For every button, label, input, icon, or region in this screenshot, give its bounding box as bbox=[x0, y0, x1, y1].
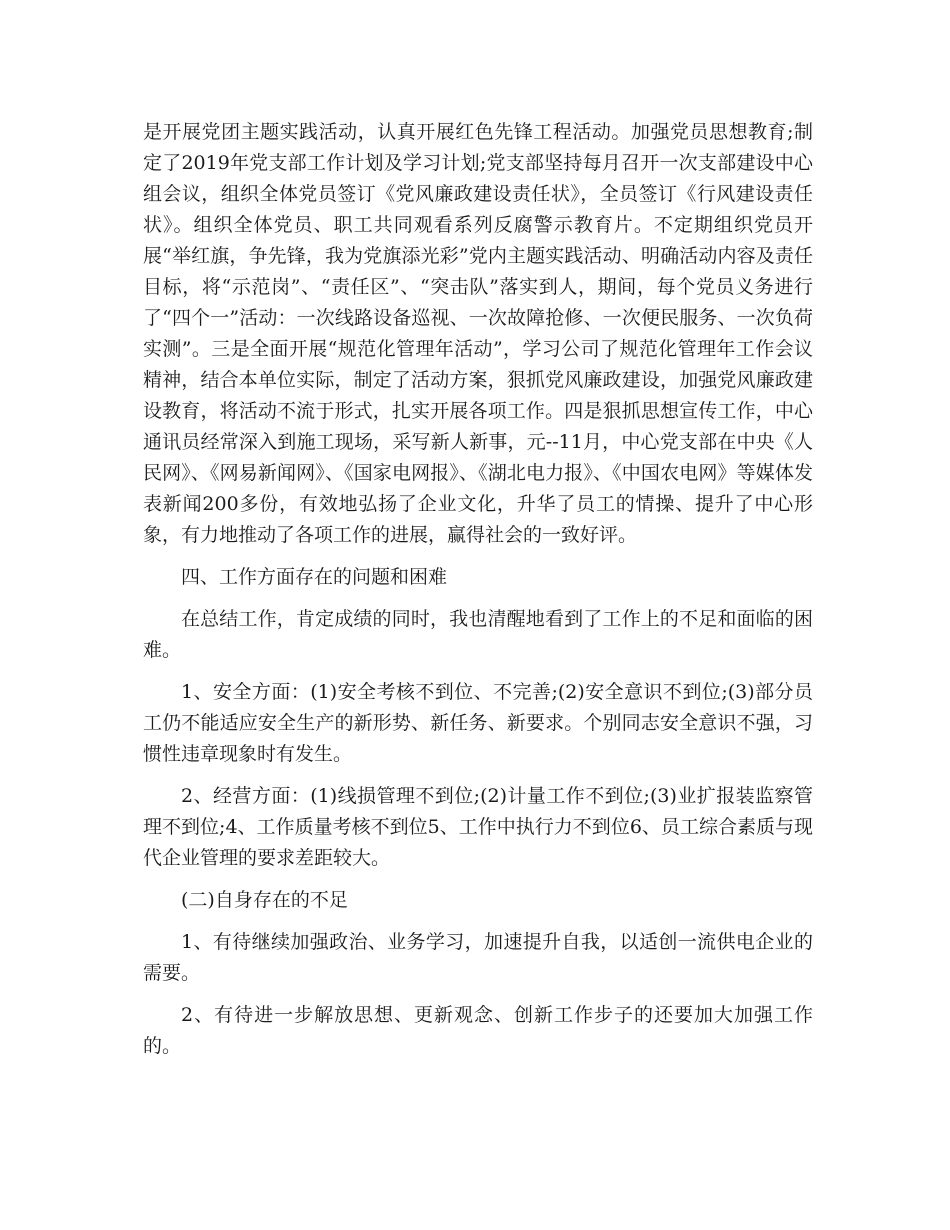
paragraph-shortcoming-2: 2、有待进一步解放思想、更新观念、创新工作步子的还要加大加强工作的。 bbox=[143, 1004, 813, 1057]
paragraph-summary-intro: 在总结工作，肯定成绩的同时，我也清醒地看到了工作上的不足和面临的困难。 bbox=[143, 608, 813, 661]
document-body bbox=[143, 117, 813, 1062]
paragraph-party-activities: 是开展党团主题实践活动，认真开展红色先锋工程活动。加强党员思想教育;制定了2019年党支部工作计划及学习计划;党支部坚持每月召开一次支部建设中心组会议，组织全体党员签订《党风廉政建设责任状》，全员签订《行风建设责任状》。组织全体党员、职工共同观看系列反腐警示教育片。不定期组织党员开展“举红旗，争先锋，我为党旗添光彩”党内主题实践活动、明确活动内容及责任目标，将“示范岗”、“责任区”、“突击队”落实到人，期间，每个党员义务进行了“四个一”活动：一次线路设备巡视、一次故障抢修、一次便民服务、一次负荷实测”。三是全面开展“规范化管理年活动”，学习公司了规范化管理年工作会议精神，结合本单位实际，制定了活动方案，狠抓党风廉政建设，加强党风廉政建设教育，将活动不流于形式，扎实开展各项工作。四是狠抓思想宣传工作，中心通讯员经常深入到施工现场，采写新人新事，元--11月，中心党支部在中央《人民网》、《网易新闻网》、《国家电网报》、《湖北电力报》、《中国农电网》等媒体发表新闻200多份，有效地弘扬了企业文化，升华了员工的情操、提升了中心形象，有力地推动了各项工作的进展，赢得社会的一致好评。 bbox=[143, 121, 813, 546]
section-heading-self-shortcomings: (二)自身存在的不足 bbox=[181, 889, 348, 911]
paragraph-shortcoming-1: 1、有待继续加强政治、业务学习，加速提升自我，以适创一流供电企业的需要。 bbox=[143, 931, 813, 984]
paragraph-operation-issues: 2、经营方面：(1)线损管理不到位;(2)计量工作不到位;(3)业扩报装监察管理不到位;4、工作质量考核不到位5、工作中执行力不到位6、员工综合素质与现代企业管理的要求差距较大。 bbox=[143, 785, 813, 869]
paragraph-safety-issues: 1、安全方面：(1)安全考核不到位、不完善;(2)安全意识不到位;(3)部分员工仍不能适应安全生产的新形势、新任务、新要求。个别同志安全意识不强，习惯性违章现象时有发生。 bbox=[143, 681, 813, 765]
section-heading-problems: 四、工作方面存在的问题和困难 bbox=[181, 566, 448, 588]
